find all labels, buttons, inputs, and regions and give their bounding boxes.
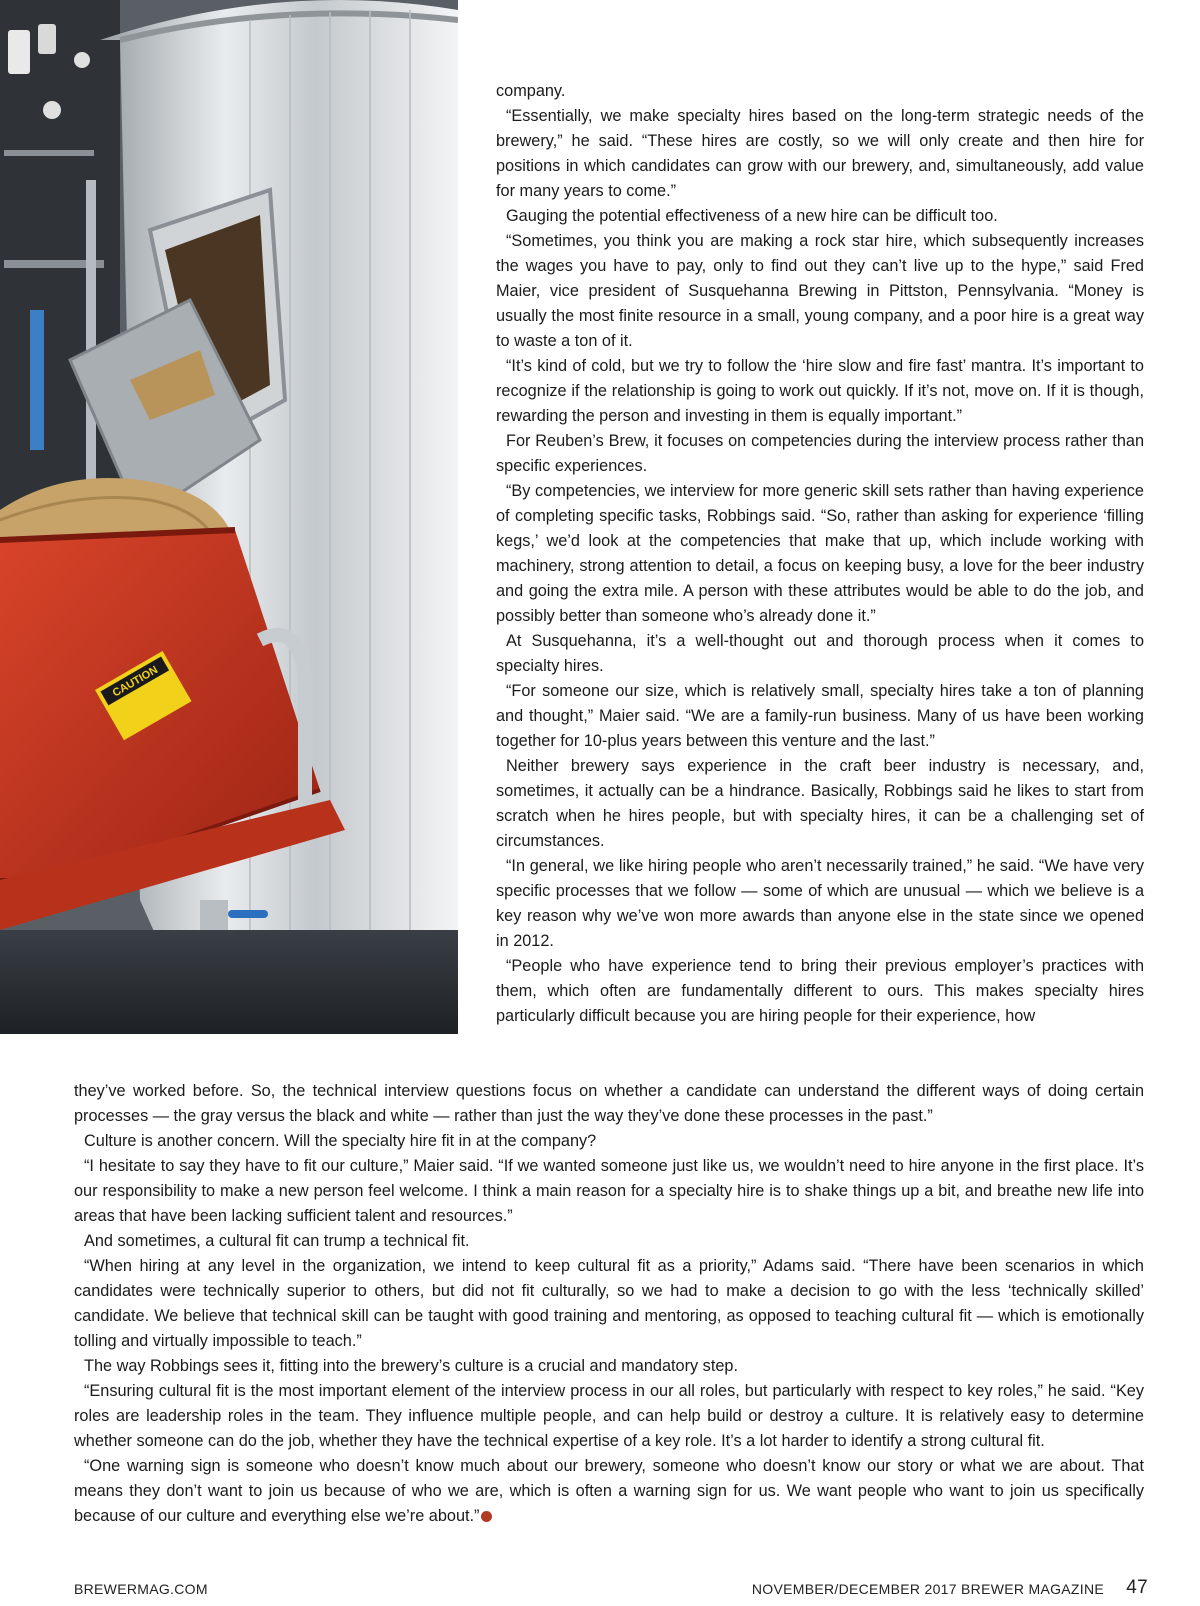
- brewery-illustration: [0, 0, 458, 1034]
- article-paragraph: “I hesitate to say they have to fit our culture,” Maier said. “If we wanted someone just like us, we wouldn’t need to hire anyone in the first place. It’s our responsibility to make a new person feel welcome. I think a main reason for a specialty hire is to shake things up a bit, and breathe new life into areas that have been lacking sufficient talent and resources.”: [74, 1157, 1144, 1225]
- footer-website: BREWERMAG.COM: [74, 1581, 208, 1597]
- article-paragraph: “For someone our size, which is relatively small, specialty hires take a ton of planning and thought,” Maier said. “We are a family-run business. Many of us have been working together for 10-plus years between this venture and the last.”: [496, 682, 1144, 750]
- article-paragraph: “Sometimes, you think you are making a rock star hire, which subsequently increases the wages you have to pay, only to find out they can’t live up to the hype,” said Fred Maier, vice president of Susquehanna Brewing in Pittston, Pennsylvania. “Money is usually the most finite resource in a small, young company, and a poor hire is a great way to waste a ton of it.: [496, 232, 1144, 350]
- footer-issue: NOVEMBER/DECEMBER 2017 BREWER MAGAZINE: [751, 1581, 1104, 1597]
- page-footer: [74, 1578, 1148, 1600]
- article-paragraph: company.: [496, 82, 566, 100]
- article-last-paragraph: [74, 1454, 1144, 1529]
- article-paragraph: Gauging the potential effectiveness of a new hire can be difficult too.: [506, 207, 998, 225]
- article-column-text: [496, 79, 1144, 1029]
- article-paragraph: “In general, we like hiring people who aren’t necessarily trained,” he said. “We have very specific processes that we follow — some of which are unusual — which we believe is a key reason why we’ve won more awards than anyone else in the state since we opened in 2012.: [496, 857, 1144, 950]
- article-paragraph: they’ve worked before. So, the technical interview questions focus on whether a candidate can understand the different ways of doing certain processes — the gray versus the black and white — rather than just the way they’ve done these processes in the past.”: [74, 1082, 1144, 1125]
- article-paragraph: The way Robbings sees it, fitting into the brewery’s culture is a crucial and mandatory step.: [84, 1357, 738, 1375]
- article-paragraph: “It’s kind of cold, but we try to follow the ‘hire slow and fire fast’ mantra. It’s important to recognize if the relationship is going to work out quickly. If it’s not, move on. If it is though, rewarding the person and investing in them is equally important.”: [496, 357, 1144, 425]
- caution-label: CAUTION: [110, 664, 160, 700]
- article-paragraph: “When hiring at any level in the organization, we intend to keep cultural fit as a priority,” Adams said. “There have been scenarios in which candidates were technically superior to others, but did not fit culturally, so we had to make a decision to go with the less ‘technically skilled’ candidate. We believe that technical skill can be taught with good training and mentoring, as opposed to teaching cultural fit — which is emotionally tolling and virtually impossible to teach.”: [74, 1257, 1144, 1350]
- article-paragraph: For Reuben’s Brew, it focuses on competencies during the interview process rather than specific experiences.: [496, 432, 1144, 475]
- article-paragraph-text: “One warning sign is someone who doesn’t know much about our brewery, someone who doesn’t know our story or what we are about. That means they don’t want to join us because of who we are, which is often a warning sign for us. We want people who want to join us specifically because of our culture and everything else we’re about.”: [74, 1457, 1144, 1525]
- article-paragraph: “By competencies, we interview for more generic skill sets rather than having experience of completing specific tasks, Robbings said. “So, rather than asking for experience ‘filling kegs,’ we’d look at the competencies that make that up, which include working with machinery, strong attention to detail, a focus on keeping busy, a love for the beer industry and going the extra mile. A person with these attributes would be able to do the job, and possibly better than someone who’s already done it.”: [496, 482, 1144, 625]
- brewery-photo: [0, 0, 458, 1034]
- article-paragraph: “Essentially, we make specialty hires based on the long-term strategic needs of the brewery,” he said. “These hires are costly, so we will only create and then hire for positions in which candidates can grow with our brewery, and, simultaneously, add value for many years to come.”: [496, 107, 1144, 200]
- article-paragraph: “Ensuring cultural fit is the most important element of the interview process in our all roles, but particularly with respect to key roles,” he said. “Key roles are leadership roles in the team. They influence multiple people, and can help build or destroy a culture. It is relatively easy to determine whether someone can do the job, whether they have the technical expertise of a key role. It’s a lot harder to identify a strong cultural fit.: [74, 1382, 1144, 1450]
- article-paragraph: Neither brewery says experience in the craft beer industry is necessary, and, sometimes, it actually can be a hindrance. Basically, Robbings said he likes to start from scratch when he hires people, but with specialty hires, it can be a challenging set of circumstances.: [496, 757, 1144, 850]
- article-paragraph: And sometimes, a cultural fit can trump a technical fit.: [84, 1232, 470, 1250]
- page-number: 47: [1126, 1577, 1148, 1598]
- article-paragraph: Culture is another concern. Will the specialty hire fit in at the company?: [84, 1132, 597, 1150]
- article-wide-text: [74, 1079, 1144, 1529]
- article-paragraph: At Susquehanna, it’s a well-thought out and thorough process when it comes to specialty hires.: [496, 632, 1144, 675]
- article-paragraph: “People who have experience tend to bring their previous employer’s practices with them, which often are fundamentally different to ours. This makes specialty hires particularly difficult because you are hiring people for their experience, how: [496, 957, 1144, 1025]
- end-mark-icon: [481, 1511, 492, 1522]
